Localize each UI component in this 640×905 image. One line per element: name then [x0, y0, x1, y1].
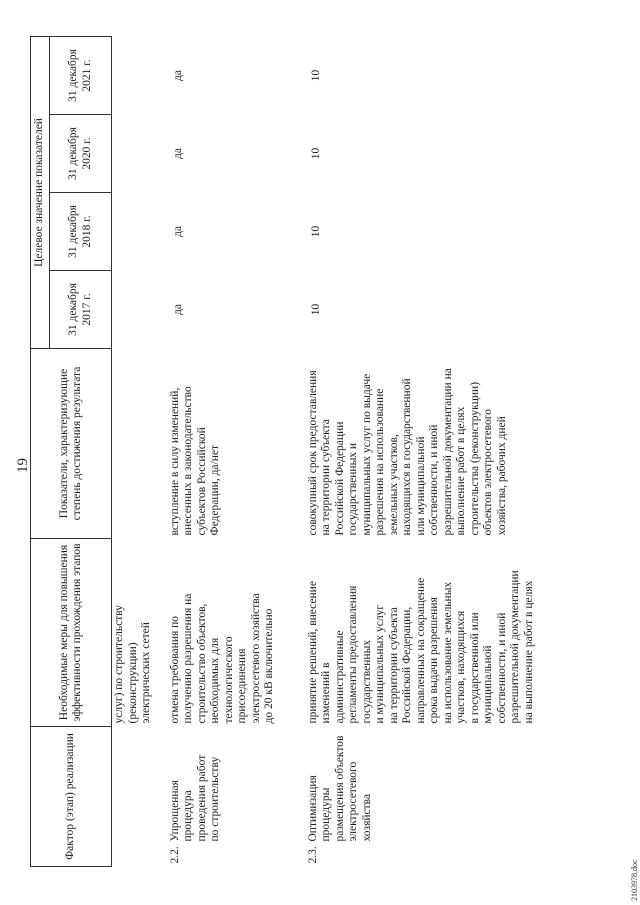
table-row — [168, 36, 306, 866]
header-date-2017: 31 декабря 2017 г. — [50, 270, 112, 348]
header-factor: Фактор (этап) реализации — [31, 726, 112, 866]
row-value-2021 — [112, 36, 168, 114]
row-value-2017: 10 — [309, 303, 322, 316]
row-value-2020 — [112, 114, 168, 192]
header-indicators: Показатели, характеризующие степень достижения результата — [31, 348, 112, 538]
row-value-2020: да — [171, 148, 184, 159]
row-measures: услуг) по строительству (реконструкции) электрических сетей — [113, 604, 152, 724]
row-measures: отмена требования по получению разрешения на строительство объектов, необходимых для технологического присоединения электросетевого хозяйства до 20 кВ включительно — [168, 593, 275, 724]
page-number: 19 — [15, 458, 31, 473]
row-measures: принятие решений, внесение изменений в административные регламенты предоставления государственных и муниципальных услуг на территории субъекта Российской Федерации, направленных на сокращение срока выдачи разрешения на использование земельных участков, находящихся в государственной или муниципальной собственности, и иной разрешительной документации на выполнение работ в целях — [306, 570, 535, 724]
row-number: 2.3. — [306, 846, 319, 864]
table-row — [306, 36, 538, 866]
header-date-2021: 31 декабря 2021 г. — [50, 36, 112, 114]
indicators-table — [30, 36, 537, 867]
row-number: 2.2. — [168, 846, 181, 864]
row-value-2017 — [112, 270, 168, 348]
row-indicator: совокупный срок предоставления на территории субъекта Российской Федерации государственных и муниципальных услуг по выдаче разрешения на использование земельных участков, находящихся в государственной или муниципальной собственности, и иной разрешительной документации на выполнение работ в целях строительства (реконструкции) объектов электросетевого хозяйства, рабочих дней — [306, 368, 508, 536]
row-factor: Упрощенная процедура проведения работ по строительству — [168, 754, 221, 842]
header-measures: Необходимые меры для повышения эффективности прохождения этапов — [31, 538, 112, 726]
row-value-2018: да — [171, 226, 184, 237]
row-factor — [112, 726, 168, 844]
row-value-2021: 10 — [309, 69, 322, 82]
footer-file-code: 2103978.doc — [630, 859, 639, 901]
row-indicator — [112, 348, 168, 538]
row-value-2020: 10 — [309, 147, 322, 160]
row-value-2021: да — [171, 70, 184, 81]
row-value-2017: да — [171, 304, 184, 315]
table-row — [112, 36, 168, 866]
row-value-2018 — [112, 192, 168, 270]
header-target-values: Целевое значение показателей — [31, 36, 50, 348]
row-value-2018: 10 — [309, 225, 322, 238]
header-date-2018: 31 декабря 2018 г. — [50, 192, 112, 270]
header-date-2020: 31 декабря 2020 г. — [50, 114, 112, 192]
row-factor: Оптимизация процедуры размещения объектов электросетевого хозяйства — [306, 735, 373, 842]
row-indicator: вступление в силу изменений, внесенных в законодательство субъектов Российской Федерации, да/нет — [168, 386, 221, 536]
row-number — [112, 845, 168, 867]
